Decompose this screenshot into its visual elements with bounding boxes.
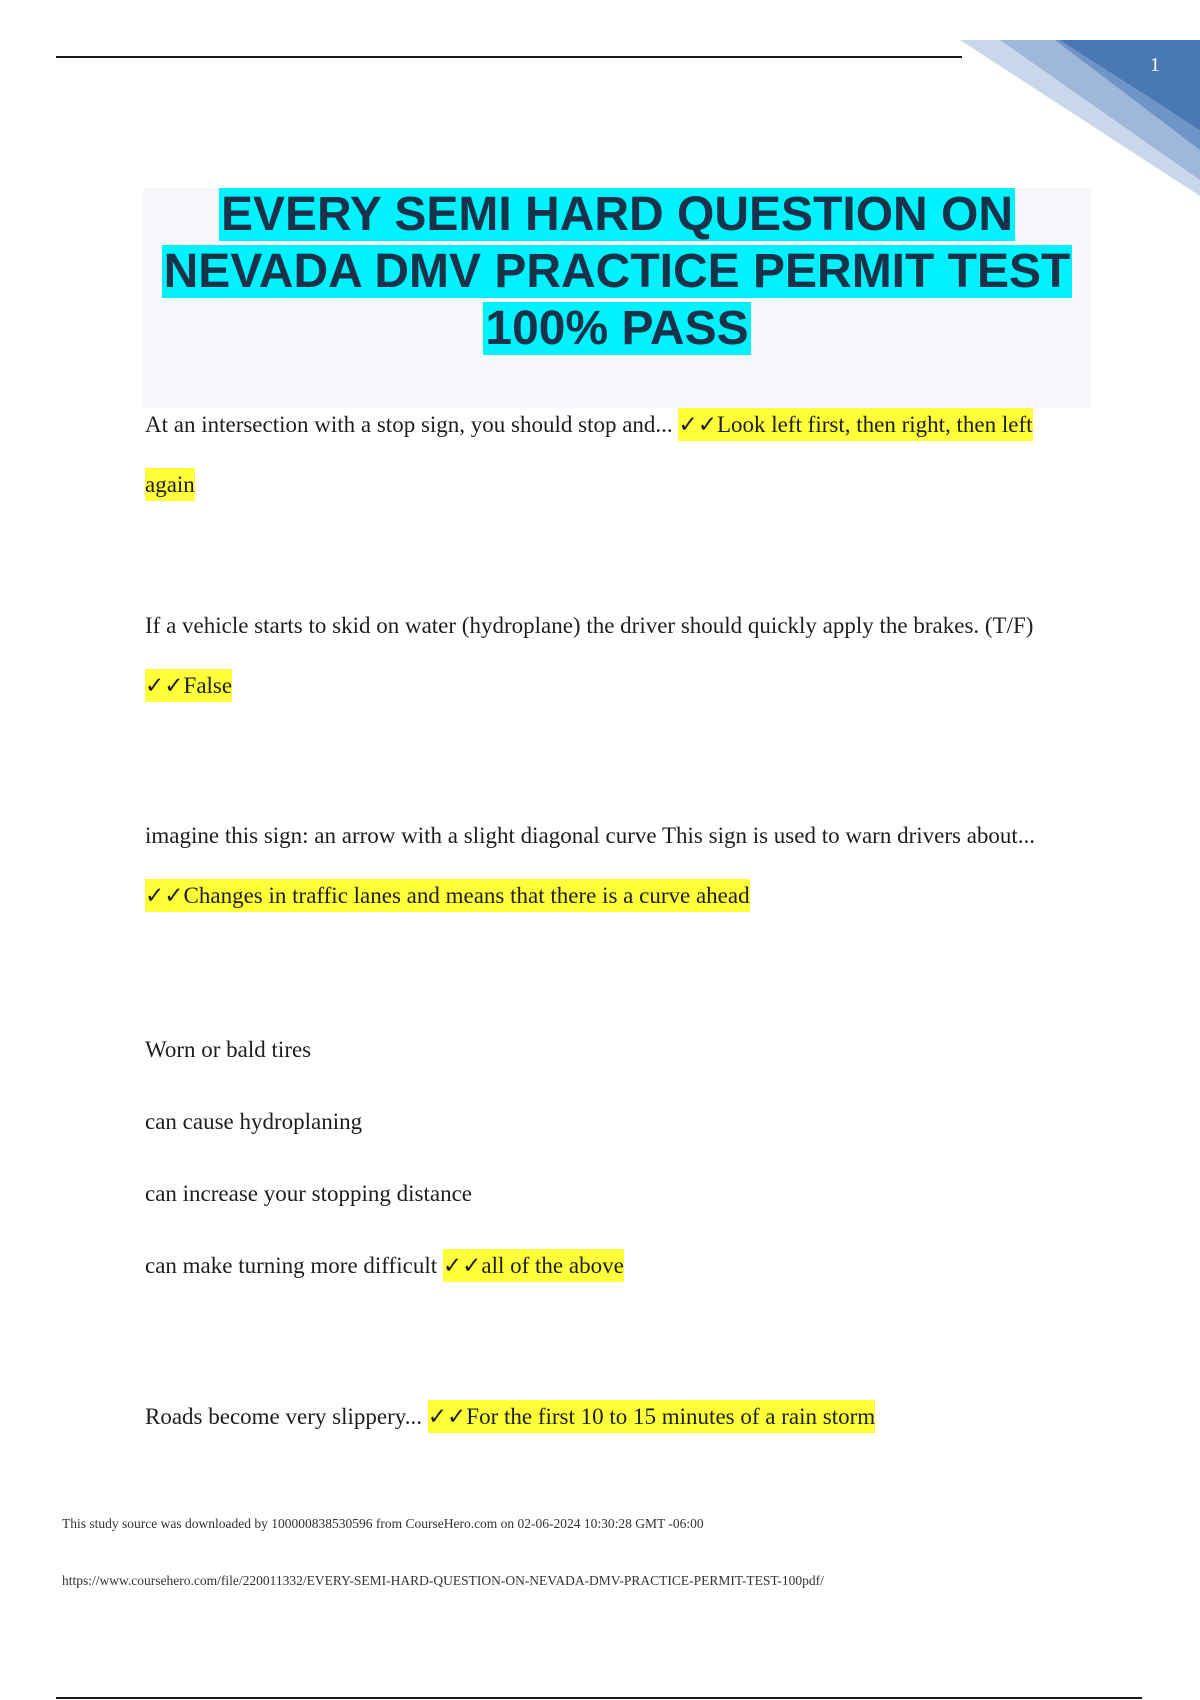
qa-item-3 xyxy=(145,806,1085,926)
question-text: can make turning more difficult xyxy=(145,1253,438,1278)
answer-text: ✓✓Changes in traffic lanes and means that there is a curve ahead xyxy=(145,879,750,912)
answer-text: ✓✓False xyxy=(145,669,232,702)
download-notice: This study source was downloaded by 100000838530596 from CourseHero.com on 02-06-2024 10:30:28 GMT -06:00 xyxy=(62,1516,704,1531)
question-line: can increase your stopping distance xyxy=(145,1181,472,1206)
title-line-3: 100% PASS xyxy=(485,302,749,355)
question-text: If a vehicle starts to skid on water (hydroplane) the driver should quickly apply the brakes. (T/F) xyxy=(145,613,1034,638)
page-corner-decoration xyxy=(960,0,1200,200)
question-text: At an intersection with a stop sign, you should stop and... xyxy=(145,412,673,437)
answer-text: ✓✓Look left first, then right, then left again xyxy=(145,408,1033,501)
qa-item-1 xyxy=(145,395,1085,515)
document-title xyxy=(143,186,1091,357)
question-line: Worn or bald tires xyxy=(145,1037,312,1062)
answer-text: ✓✓For the first 10 to 15 minutes of a rain storm xyxy=(428,1400,875,1433)
qa-item-5 xyxy=(145,1387,1085,1447)
question-text: imagine this sign: an arrow with a slight diagonal curve This sign is used to warn drivers about... xyxy=(145,823,1036,848)
answer-text: ✓✓all of the above xyxy=(443,1249,624,1282)
question-line: can cause hydroplaning xyxy=(145,1109,363,1134)
qa-item-4 xyxy=(145,1014,1085,1302)
footer-rule xyxy=(56,1697,1142,1699)
question-text: Roads become very slippery... xyxy=(145,1404,422,1429)
page-number: 1 xyxy=(1150,54,1160,76)
title-line-1: EVERY SEMI HARD QUESTION ON xyxy=(220,188,1014,241)
qa-item-2 xyxy=(145,596,1085,716)
header-rule xyxy=(56,56,962,58)
source-url[interactable]: https://www.coursehero.com/file/220011332/EVERY-SEMI-HARD-QUESTION-ON-NEVADA-DMV-PRACTICE-PERMIT-TEST-100pdf/ xyxy=(62,1573,824,1588)
title-line-2: NEVADA DMV PRACTICE PERMIT TEST xyxy=(163,245,1071,298)
